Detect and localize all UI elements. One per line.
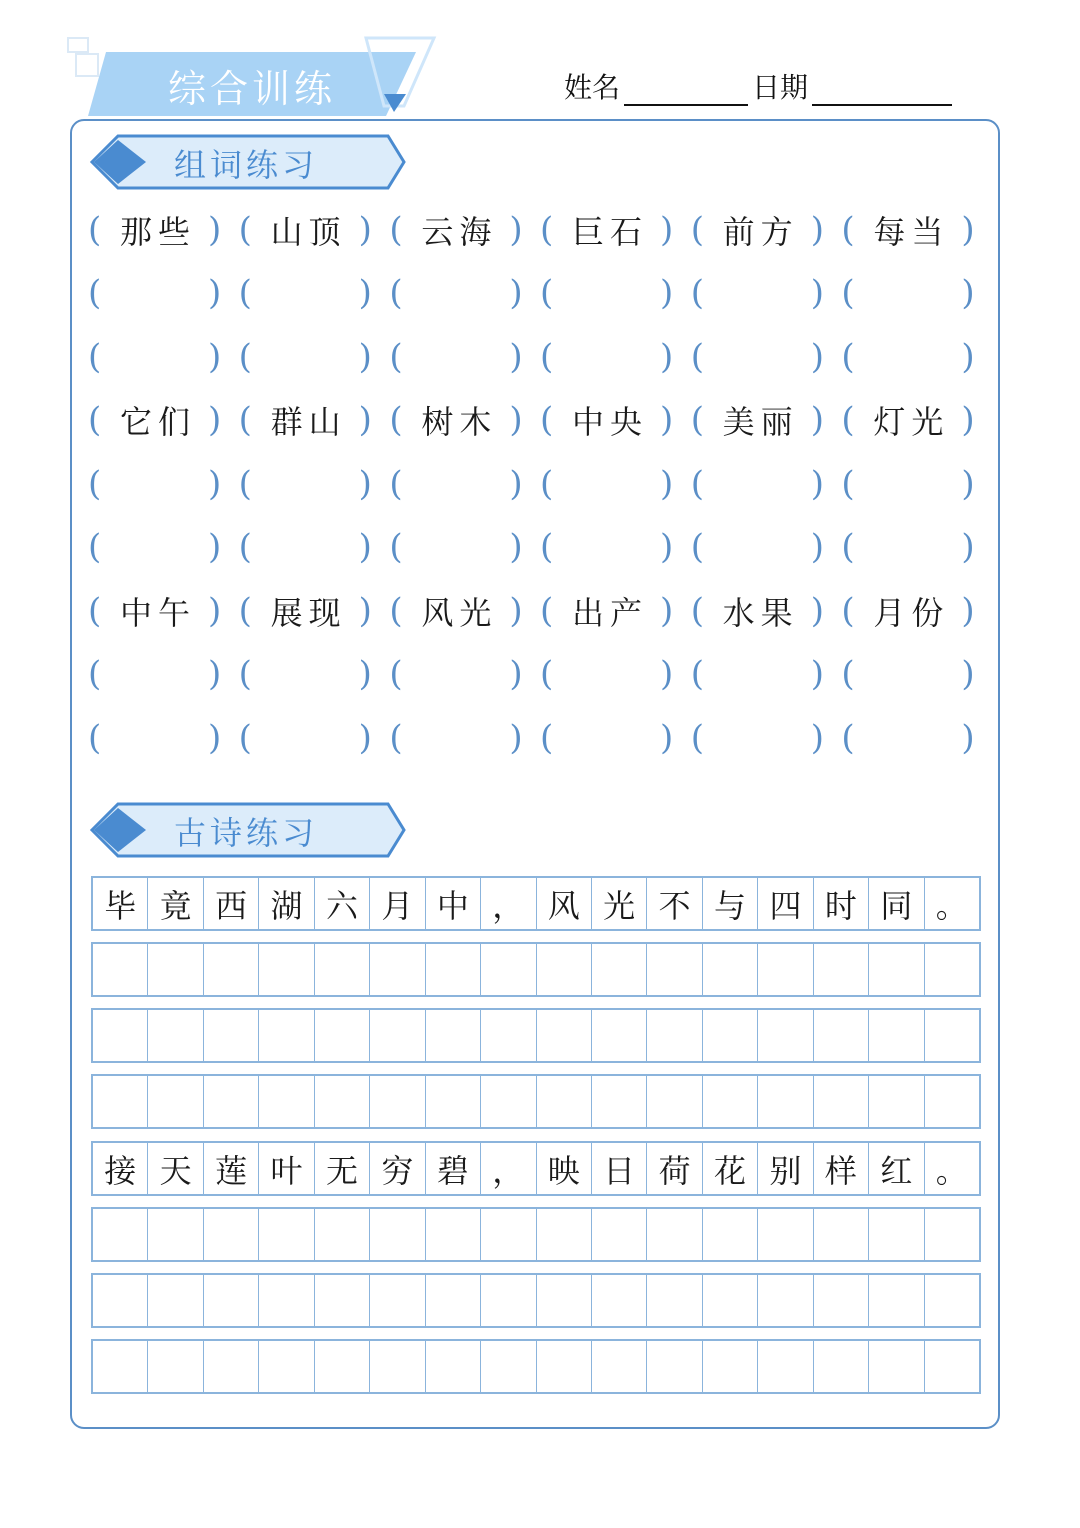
word: 山顶 xyxy=(270,212,347,251)
answer-blank[interactable]: ( ) xyxy=(389,654,523,695)
poem-char: 莲 xyxy=(204,1143,259,1194)
writing-cell[interactable] xyxy=(592,1341,647,1392)
word-cell: ( 树木 ) xyxy=(389,389,540,453)
word-cell: ( 出产 ) xyxy=(540,579,691,643)
word-cell: ( 月份 ) xyxy=(841,579,992,643)
word-cell: ( 中午 ) xyxy=(88,579,239,643)
poem-char: 湖 xyxy=(259,878,314,929)
answer-blank[interactable]: ( ) xyxy=(540,463,674,504)
poem-char: 中 xyxy=(426,878,481,929)
poem-char: 月 xyxy=(370,878,425,929)
section-heading-words xyxy=(88,132,408,192)
word-cell: ( 那些 ) xyxy=(88,198,239,262)
writing-cell[interactable] xyxy=(758,944,813,995)
poem-char: 竟 xyxy=(148,878,203,929)
answer-blank[interactable]: ( ) xyxy=(88,336,222,377)
writing-cell[interactable] xyxy=(426,1209,481,1260)
answer-blank[interactable]: ( ) xyxy=(540,273,674,314)
word: 群山 xyxy=(270,403,347,442)
word-cell: ( 中央 ) xyxy=(540,389,691,453)
answer-blank[interactable]: ( ) xyxy=(238,273,372,314)
writing-cell[interactable] xyxy=(869,1275,924,1326)
answer-blank[interactable]: ( ) xyxy=(238,463,372,504)
writing-cell[interactable] xyxy=(204,1275,259,1326)
writing-cell[interactable] xyxy=(592,1209,647,1260)
writing-cell[interactable] xyxy=(814,944,869,995)
answer-blank[interactable]: ( ) xyxy=(88,527,222,568)
practice-row[interactable] xyxy=(91,1339,981,1394)
writing-cell[interactable] xyxy=(481,1076,536,1127)
poem-char: 光 xyxy=(592,878,647,929)
writing-cell[interactable] xyxy=(426,1275,481,1326)
writing-cell[interactable] xyxy=(370,1010,425,1061)
writing-cell[interactable] xyxy=(259,944,314,995)
writing-cell[interactable] xyxy=(259,1076,314,1127)
answer-blank[interactable]: ( ) xyxy=(540,527,674,568)
writing-cell[interactable] xyxy=(370,1209,425,1260)
writing-cell[interactable] xyxy=(925,1209,979,1260)
writing-cell[interactable] xyxy=(869,1209,924,1260)
name-label: 姓名 xyxy=(564,71,621,104)
word-cell: ( 它们 ) xyxy=(88,389,239,453)
writing-cell[interactable] xyxy=(537,1341,592,1392)
poem-char: 时 xyxy=(814,878,869,929)
writing-cell[interactable] xyxy=(869,944,924,995)
answer-blank[interactable]: ( ) xyxy=(690,336,824,377)
answer-blank[interactable]: ( ) xyxy=(540,336,674,377)
writing-cell[interactable] xyxy=(93,1076,148,1127)
poem-char: 映 xyxy=(537,1143,592,1194)
writing-cell[interactable] xyxy=(93,1010,148,1061)
writing-cell[interactable] xyxy=(703,1275,758,1326)
answer-blank[interactable]: ( ) xyxy=(88,463,222,504)
practice-row[interactable] xyxy=(91,1207,981,1262)
writing-cell[interactable] xyxy=(925,1010,979,1061)
poem-line-row xyxy=(91,1141,981,1196)
word: 水果 xyxy=(722,593,799,632)
writing-cell[interactable] xyxy=(148,1076,203,1127)
practice-row[interactable] xyxy=(91,1008,981,1063)
writing-cell[interactable] xyxy=(537,1076,592,1127)
answer-blank[interactable]: ( ) xyxy=(690,527,824,568)
writing-cell[interactable] xyxy=(592,1010,647,1061)
writing-cell[interactable] xyxy=(481,1341,536,1392)
answer-blank[interactable]: ( ) xyxy=(238,336,372,377)
writing-cell[interactable] xyxy=(703,1010,758,1061)
poem-line-row xyxy=(91,876,981,931)
answer-blank[interactable]: ( ) xyxy=(690,463,824,504)
writing-cell[interactable] xyxy=(370,1076,425,1127)
word-row xyxy=(88,389,992,453)
answer-blank[interactable]: ( ) xyxy=(690,654,824,695)
word: 中午 xyxy=(119,593,196,632)
word-row xyxy=(88,198,992,262)
writing-cell[interactable] xyxy=(426,1010,481,1061)
writing-cell[interactable] xyxy=(758,1209,813,1260)
poem-char: 花 xyxy=(703,1143,758,1194)
word: 美丽 xyxy=(722,403,799,442)
word-practice-grid xyxy=(88,198,992,770)
poem-char: 无 xyxy=(315,1143,370,1194)
writing-cell[interactable] xyxy=(315,944,370,995)
writing-cell[interactable] xyxy=(93,1209,148,1260)
word: 巨石 xyxy=(572,212,649,251)
answer-blank[interactable]: ( ) xyxy=(88,654,222,695)
answer-blank[interactable]: ( ) xyxy=(690,273,824,314)
date-blank[interactable] xyxy=(812,74,952,106)
word-cell: ( 群山 ) xyxy=(239,389,390,453)
writing-cell[interactable] xyxy=(204,1341,259,1392)
poem-char: 别 xyxy=(758,1143,813,1194)
answer-blank[interactable]: ( ) xyxy=(238,717,372,758)
poem-char: 西 xyxy=(204,878,259,929)
writing-cell[interactable] xyxy=(925,1341,979,1392)
writing-cell[interactable] xyxy=(647,1275,702,1326)
writing-cell[interactable] xyxy=(814,1341,869,1392)
writing-cell[interactable] xyxy=(481,944,536,995)
writing-cell[interactable] xyxy=(592,1275,647,1326)
writing-cell[interactable] xyxy=(647,1209,702,1260)
word-cell: ( 云海 ) xyxy=(389,198,540,262)
writing-cell[interactable] xyxy=(315,1209,370,1260)
poem-char: ， xyxy=(481,878,536,929)
writing-cell[interactable] xyxy=(148,1275,203,1326)
poem-char: 四 xyxy=(758,878,813,929)
writing-cell[interactable] xyxy=(703,1209,758,1260)
word-cell: ( 每当 ) xyxy=(841,198,992,262)
writing-cell[interactable] xyxy=(869,1341,924,1392)
word-cell: ( 前方 ) xyxy=(691,198,842,262)
poem-char: 六 xyxy=(315,878,370,929)
writing-cell[interactable] xyxy=(370,1275,425,1326)
answer-blank[interactable]: ( ) xyxy=(389,273,523,314)
writing-cell[interactable] xyxy=(148,1341,203,1392)
poem-char: 日 xyxy=(592,1143,647,1194)
word: 出产 xyxy=(572,593,649,632)
writing-cell[interactable] xyxy=(647,1010,702,1061)
writing-cell[interactable] xyxy=(481,1010,536,1061)
word: 中央 xyxy=(572,403,649,442)
poem-char: 天 xyxy=(148,1143,203,1194)
word-cell: ( 灯光 ) xyxy=(841,389,992,453)
writing-cell[interactable] xyxy=(758,1275,813,1326)
answer-row[interactable] xyxy=(88,706,992,770)
writing-cell[interactable] xyxy=(259,1341,314,1392)
word: 灯光 xyxy=(873,403,950,442)
answer-blank[interactable]: ( ) xyxy=(88,273,222,314)
answer-blank[interactable]: ( ) xyxy=(389,336,523,377)
poem-char: 不 xyxy=(647,878,702,929)
section-label-words: 组词练习 xyxy=(174,146,319,184)
date-label: 日期 xyxy=(752,71,809,104)
writing-cell[interactable] xyxy=(204,1209,259,1260)
word-cell: ( 风光 ) xyxy=(389,579,540,643)
writing-cell[interactable] xyxy=(925,1275,979,1326)
word-cell: ( 巨石 ) xyxy=(540,198,691,262)
poem-char: 与 xyxy=(703,878,758,929)
word: 每当 xyxy=(873,212,950,251)
poem-char: 样 xyxy=(814,1143,869,1194)
writing-cell[interactable] xyxy=(93,1275,148,1326)
answer-row[interactable] xyxy=(88,516,992,580)
practice-row[interactable] xyxy=(91,1273,981,1328)
poem-char: 叶 xyxy=(259,1143,314,1194)
writing-cell[interactable] xyxy=(814,1076,869,1127)
writing-cell[interactable] xyxy=(592,1076,647,1127)
writing-cell[interactable] xyxy=(93,944,148,995)
writing-cell[interactable] xyxy=(259,1010,314,1061)
poem-char: 红 xyxy=(869,1143,924,1194)
name-date-fields xyxy=(564,66,956,106)
answer-blank[interactable]: ( ) xyxy=(841,527,975,568)
writing-cell[interactable] xyxy=(647,1076,702,1127)
writing-cell[interactable] xyxy=(481,1209,536,1260)
writing-cell[interactable] xyxy=(703,1341,758,1392)
poem-char: 穷 xyxy=(370,1143,425,1194)
answer-row[interactable] xyxy=(88,325,992,389)
practice-row[interactable] xyxy=(91,1074,981,1129)
word: 月份 xyxy=(873,593,950,632)
section-heading-poem xyxy=(88,800,408,860)
writing-cell[interactable] xyxy=(148,1010,203,1061)
answer-blank[interactable]: ( ) xyxy=(841,463,975,504)
section-label-poem: 古诗练习 xyxy=(174,814,319,852)
writing-cell[interactable] xyxy=(703,944,758,995)
writing-cell[interactable] xyxy=(814,1275,869,1326)
writing-cell[interactable] xyxy=(204,1010,259,1061)
word-cell: ( 山顶 ) xyxy=(239,198,390,262)
writing-cell[interactable] xyxy=(592,944,647,995)
writing-cell[interactable] xyxy=(148,1209,203,1260)
writing-cell[interactable] xyxy=(647,944,702,995)
writing-cell[interactable] xyxy=(925,1076,979,1127)
poem-char: ， xyxy=(481,1143,536,1194)
practice-row[interactable] xyxy=(91,942,981,997)
writing-cell[interactable] xyxy=(426,1076,481,1127)
writing-cell[interactable] xyxy=(426,944,481,995)
answer-blank[interactable]: ( ) xyxy=(389,527,523,568)
poem-char: 。 xyxy=(935,1151,968,1190)
answer-blank[interactable]: ( ) xyxy=(841,336,975,377)
writing-cell[interactable] xyxy=(537,1275,592,1326)
writing-cell[interactable] xyxy=(758,1341,813,1392)
name-blank[interactable] xyxy=(624,74,748,106)
writing-cell[interactable] xyxy=(537,1010,592,1061)
word: 展现 xyxy=(270,593,347,632)
writing-cell[interactable] xyxy=(315,1010,370,1061)
word-row xyxy=(88,579,992,643)
answer-blank[interactable]: ( ) xyxy=(389,717,523,758)
writing-cell[interactable] xyxy=(758,1076,813,1127)
answer-blank[interactable]: ( ) xyxy=(841,273,975,314)
word-cell: ( 美丽 ) xyxy=(691,389,842,453)
page-title: 综合训练 xyxy=(168,67,337,111)
word: 它们 xyxy=(119,403,196,442)
poem-char: 同 xyxy=(869,878,924,929)
writing-cell[interactable] xyxy=(370,1341,425,1392)
answer-blank[interactable]: ( ) xyxy=(540,717,674,758)
word: 树木 xyxy=(421,403,498,442)
answer-blank[interactable]: ( ) xyxy=(841,717,975,758)
answer-blank[interactable]: ( ) xyxy=(88,717,222,758)
answer-blank[interactable]: ( ) xyxy=(841,654,975,695)
writing-cell[interactable] xyxy=(315,1076,370,1127)
word: 云海 xyxy=(421,212,498,251)
writing-cell[interactable] xyxy=(204,944,259,995)
writing-cell[interactable] xyxy=(204,1076,259,1127)
writing-cell[interactable] xyxy=(814,1209,869,1260)
word: 风光 xyxy=(421,593,498,632)
writing-cell[interactable] xyxy=(315,1341,370,1392)
word: 前方 xyxy=(722,212,799,251)
answer-blank[interactable]: ( ) xyxy=(690,717,824,758)
poem-char: 。 xyxy=(935,886,968,925)
writing-cell[interactable] xyxy=(426,1341,481,1392)
word: 那些 xyxy=(119,212,196,251)
answer-row[interactable] xyxy=(88,452,992,516)
writing-cell[interactable] xyxy=(647,1341,702,1392)
writing-cell[interactable] xyxy=(93,1341,148,1392)
writing-cell[interactable] xyxy=(259,1209,314,1260)
poem-char: 风 xyxy=(537,878,592,929)
poem-char: 毕 xyxy=(93,878,148,929)
writing-cell[interactable] xyxy=(869,1076,924,1127)
writing-cell[interactable] xyxy=(370,944,425,995)
writing-cell[interactable] xyxy=(148,944,203,995)
answer-blank[interactable]: ( ) xyxy=(389,463,523,504)
writing-cell[interactable] xyxy=(925,944,979,995)
writing-cell[interactable] xyxy=(259,1275,314,1326)
answer-row[interactable] xyxy=(88,262,992,326)
word-cell: ( 水果 ) xyxy=(691,579,842,643)
poem-char: 接 xyxy=(93,1143,148,1194)
poem-char: 碧 xyxy=(426,1143,481,1194)
answer-row[interactable] xyxy=(88,643,992,707)
writing-cell[interactable] xyxy=(537,1209,592,1260)
answer-blank[interactable]: ( ) xyxy=(238,654,372,695)
writing-cell[interactable] xyxy=(315,1275,370,1326)
writing-cell[interactable] xyxy=(703,1076,758,1127)
writing-cell[interactable] xyxy=(758,1010,813,1061)
writing-cell[interactable] xyxy=(481,1275,536,1326)
answer-blank[interactable]: ( ) xyxy=(540,654,674,695)
poem-char: 荷 xyxy=(647,1143,702,1194)
writing-cell[interactable] xyxy=(537,944,592,995)
writing-cell[interactable] xyxy=(814,1010,869,1061)
answer-blank[interactable]: ( ) xyxy=(238,527,372,568)
word-cell: ( 展现 ) xyxy=(239,579,390,643)
writing-cell[interactable] xyxy=(869,1010,924,1061)
